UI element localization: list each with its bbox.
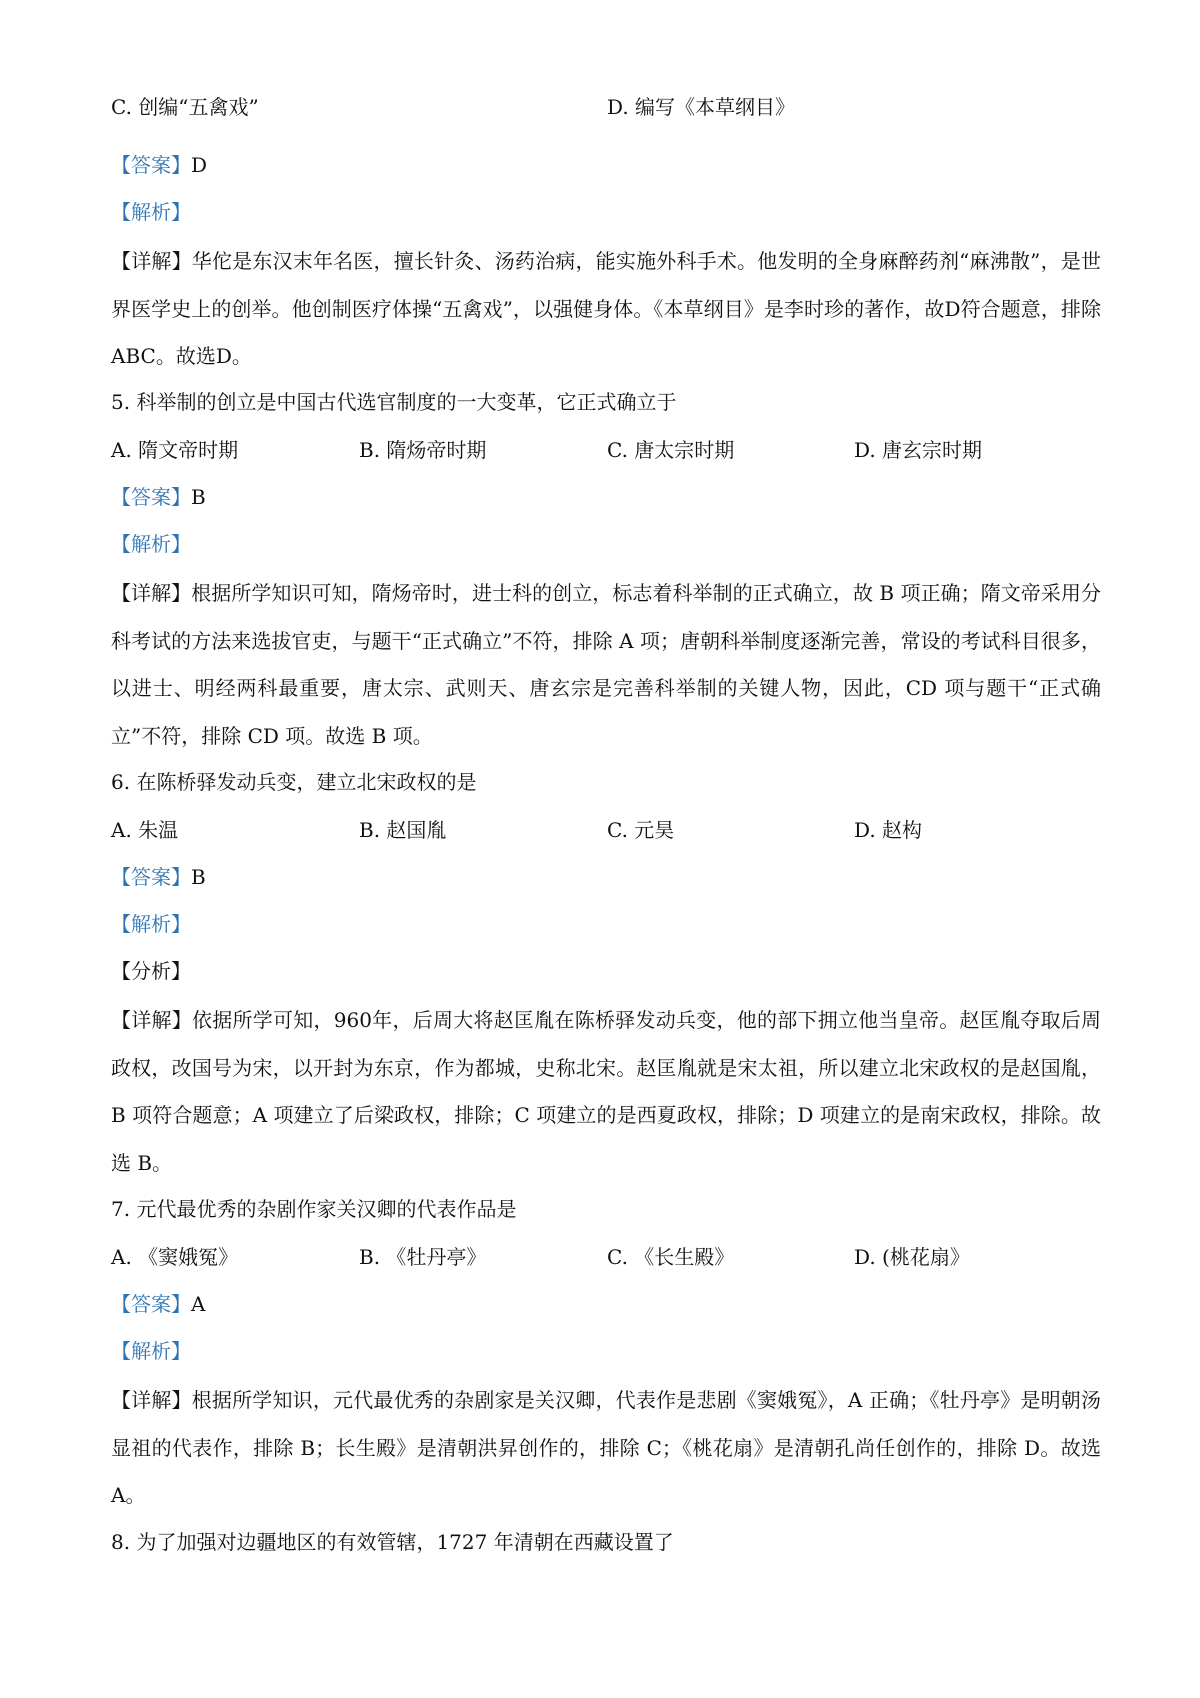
q6-stem: 6. 在陈桥驿发动兵变，建立北宋政权的是 bbox=[111, 770, 477, 794]
q5-option-b: B. 隋炀帝时期 bbox=[359, 438, 487, 462]
q5-analysis-tag: 【解析】 bbox=[111, 532, 191, 556]
q6-fenxi: 【分析】 bbox=[111, 959, 191, 983]
q7-option-d: D. (桃花扇》 bbox=[854, 1245, 970, 1269]
answer-tag: 【答案】 bbox=[111, 865, 191, 889]
answer-value: B bbox=[191, 865, 206, 889]
q6-analysis-tag: 【解析】 bbox=[111, 912, 191, 936]
q6-answer bbox=[111, 862, 1101, 892]
q7-stem: 7. 元代最优秀的杂剧作家关汉卿的代表作品是 bbox=[111, 1197, 517, 1221]
q7-answer bbox=[111, 1289, 1101, 1319]
answer-value: A bbox=[191, 1292, 206, 1316]
q6-detail: 【详解】依据所学可知，960年，后周大将赵匡胤在陈桥驿发动兵变，他的部下拥立他当皇帝。赵匡胤夺取后周政权，改国号为宋，以开封为东京，作为都城，史称北宋。赵匡胤就是宋太祖，所以建立北宋政权的是赵国胤，B 项符合题意；A 项建立了后梁政权，排除；C 项建立的是西夏政权，排除；D 项建立的是南宋政权，排除。故选 B。 bbox=[111, 1008, 1101, 1175]
q5-option-d: D. 唐玄宗时期 bbox=[854, 438, 983, 462]
q6-option-b: B. 赵国胤 bbox=[359, 818, 447, 842]
q5-detail: 【详解】根据所学知识可知，隋炀帝时，进士科的创立，标志着科举制的正式确立，故 B 项正确；隋文帝采用分科考试的方法来选拔官吏，与题干“正式确立”不符，排除 A 项；唐朝科举制度逐渐完善，常设的考试科目很多，以进士、明经两科最重要，唐太宗、武则天、唐玄宗是完善科举制的关键人物，因此，CD 项与题干“正式确立”不符，排除 CD 项。故选 B 项。 bbox=[111, 581, 1101, 748]
q5-stem: 5. 科举制的创立是中国古代选官制度的一大变革，它正式确立于 bbox=[111, 390, 677, 414]
q4-option-c: C. 创编“五禽戏” bbox=[111, 95, 259, 119]
q7-detail: 【详解】根据所学知识，元代最优秀的杂剧家是关汉卿，代表作是悲剧《窦娥冤》，A 正确；《牡丹亭》是明朝汤显祖的代表作，排除 B；长生殿》是清朝洪昇创作的，排除 C；《桃花扇》是清朝孔尚任创作的，排除 D。故选 A。 bbox=[111, 1388, 1101, 1507]
q5-option-a: A. 隋文帝时期 bbox=[111, 438, 239, 462]
q4-detail: 【详解】华佗是东汉末年名医，擅长针灸、汤药治病，能实施外科手术。他发明的全身麻醉药剂“麻沸散”，是世界医学史上的创举。他创制医疗体操“五禽戏”，以强健身体。《本草纲目》是李时珍的著作，故D符合题意，排除ABC。故选D。 bbox=[111, 249, 1101, 368]
q4-analysis-tag: 【解析】 bbox=[111, 200, 191, 224]
q7-option-b: B. 《牡丹亭》 bbox=[359, 1245, 487, 1269]
q4-answer bbox=[111, 150, 1101, 180]
q8-stem: 8. 为了加强对边疆地区的有效管辖，1727 年清朝在西藏设置了 bbox=[111, 1530, 674, 1554]
q6-option-c: C. 元昊 bbox=[607, 818, 675, 842]
answer-value: D bbox=[191, 153, 208, 177]
answer-tag: 【答案】 bbox=[111, 1292, 191, 1316]
q6-option-a: A. 朱温 bbox=[111, 818, 179, 842]
answer-value: B bbox=[191, 485, 206, 509]
q7-option-c: C. 《长生殿》 bbox=[607, 1245, 735, 1269]
q6-option-d: D. 赵构 bbox=[854, 818, 923, 842]
q4-option-d: D. 编写《本草纲目》 bbox=[607, 95, 796, 119]
q5-answer bbox=[111, 482, 1101, 512]
q5-option-c: C. 唐太宗时期 bbox=[607, 438, 735, 462]
q7-analysis-tag: 【解析】 bbox=[111, 1339, 191, 1363]
answer-tag: 【答案】 bbox=[111, 153, 191, 177]
q7-option-a: A. 《窦娥冤》 bbox=[111, 1245, 239, 1269]
answer-tag: 【答案】 bbox=[111, 485, 191, 509]
